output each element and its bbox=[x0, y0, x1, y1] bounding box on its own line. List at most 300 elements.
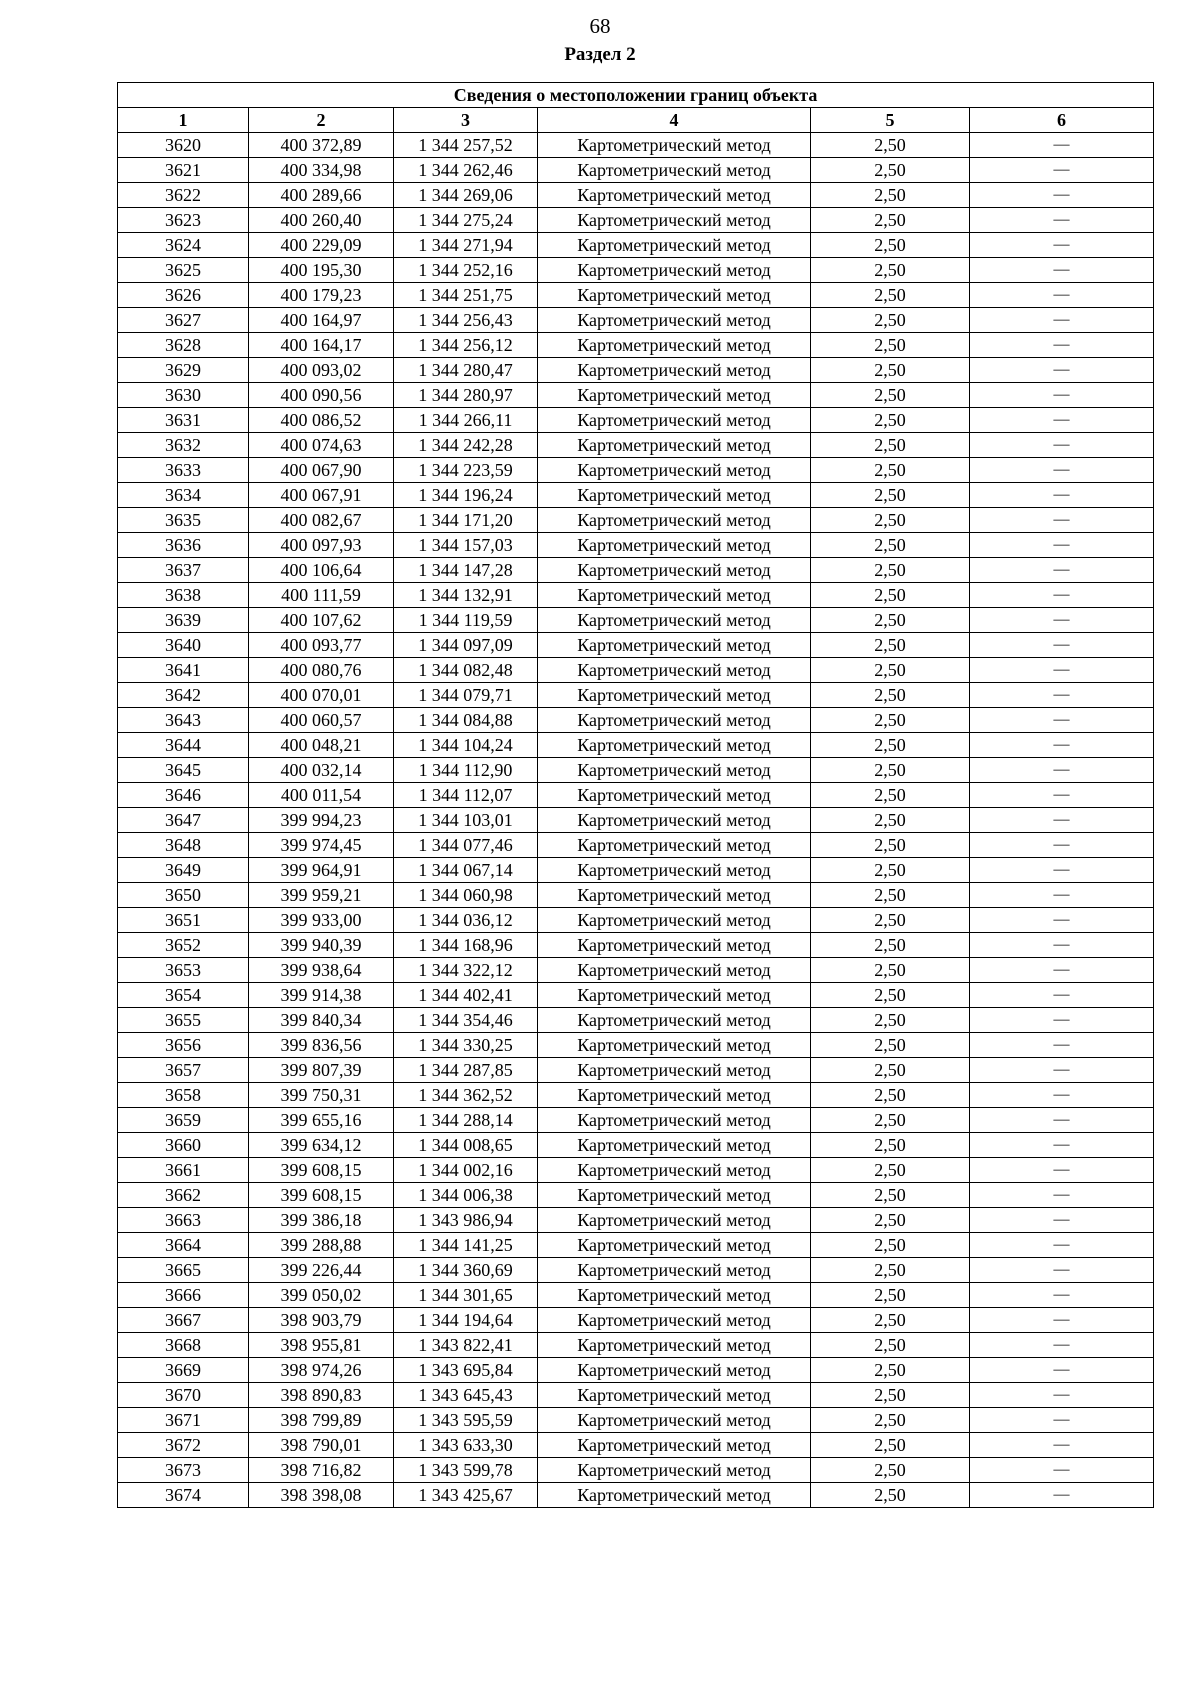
table-cell: — bbox=[970, 233, 1154, 258]
table-cell: 2,50 bbox=[811, 433, 970, 458]
page-number: 68 bbox=[589, 14, 611, 38]
table-cell: 1 344 301,65 bbox=[394, 1283, 538, 1308]
table-cell: Картометрический метод bbox=[538, 933, 811, 958]
table-row bbox=[118, 1308, 1154, 1333]
table-cell: 1 344 147,28 bbox=[394, 558, 538, 583]
table-cell: 1 344 269,06 bbox=[394, 183, 538, 208]
table-row bbox=[118, 1208, 1154, 1233]
table-cell: 1 344 288,14 bbox=[394, 1108, 538, 1133]
table-cell: 2,50 bbox=[811, 858, 970, 883]
table-cell: 3624 bbox=[118, 233, 249, 258]
column-header: 6 bbox=[970, 108, 1154, 133]
table-cell: 400 067,91 bbox=[249, 483, 394, 508]
table-cell: — bbox=[970, 533, 1154, 558]
table-cell: 2,50 bbox=[811, 358, 970, 383]
table-cell: Картометрический метод bbox=[538, 908, 811, 933]
table-row bbox=[118, 1158, 1154, 1183]
table-cell: — bbox=[970, 658, 1154, 683]
table-cell: 1 344 330,25 bbox=[394, 1033, 538, 1058]
table-cell: — bbox=[970, 1108, 1154, 1133]
table-row bbox=[118, 983, 1154, 1008]
table-cell: Картометрический метод bbox=[538, 408, 811, 433]
table-row bbox=[118, 383, 1154, 408]
table-row bbox=[118, 183, 1154, 208]
table-cell: — bbox=[970, 458, 1154, 483]
table-cell: 400 011,54 bbox=[249, 783, 394, 808]
table-cell: — bbox=[970, 1183, 1154, 1208]
table-cell: 3664 bbox=[118, 1233, 249, 1258]
table-cell: — bbox=[970, 158, 1154, 183]
table-cell: 3666 bbox=[118, 1283, 249, 1308]
table-cell: 400 060,57 bbox=[249, 708, 394, 733]
table-cell: 399 608,15 bbox=[249, 1183, 394, 1208]
table-cell: — bbox=[970, 933, 1154, 958]
table-cell: 2,50 bbox=[811, 308, 970, 333]
table-cell: 1 344 077,46 bbox=[394, 833, 538, 858]
table-cell: Картометрический метод bbox=[538, 1083, 811, 1108]
table-caption: Сведения о местоположении границ объекта bbox=[118, 83, 1154, 108]
table-cell: 2,50 bbox=[811, 1158, 970, 1183]
table-cell: — bbox=[970, 1483, 1154, 1508]
table-cell: 2,50 bbox=[811, 658, 970, 683]
table-row bbox=[118, 1133, 1154, 1158]
table-cell: 3670 bbox=[118, 1383, 249, 1408]
table-row bbox=[118, 1233, 1154, 1258]
table-cell: 1 344 067,14 bbox=[394, 858, 538, 883]
table-cell: 1 344 103,01 bbox=[394, 808, 538, 833]
table-cell: 1 344 287,85 bbox=[394, 1058, 538, 1083]
table-row bbox=[118, 933, 1154, 958]
table-cell: 2,50 bbox=[811, 583, 970, 608]
table-cell: 1 343 595,59 bbox=[394, 1408, 538, 1433]
table-cell: 400 070,01 bbox=[249, 683, 394, 708]
table-row bbox=[118, 833, 1154, 858]
table-cell: Картометрический метод bbox=[538, 483, 811, 508]
table-cell: 400 082,67 bbox=[249, 508, 394, 533]
column-header: 2 bbox=[249, 108, 394, 133]
table-row bbox=[118, 1283, 1154, 1308]
table-cell: 3627 bbox=[118, 308, 249, 333]
table-cell: 3651 bbox=[118, 908, 249, 933]
table-cell: 400 106,64 bbox=[249, 558, 394, 583]
table-cell: 400 107,62 bbox=[249, 608, 394, 633]
table-cell: 400 164,97 bbox=[249, 308, 394, 333]
table-cell: 2,50 bbox=[811, 933, 970, 958]
table-cell: Картометрический метод bbox=[538, 1233, 811, 1258]
table-cell: Картометрический метод bbox=[538, 583, 811, 608]
table-cell: 1 344 402,41 bbox=[394, 983, 538, 1008]
table-cell: — bbox=[970, 1233, 1154, 1258]
table-cell: — bbox=[970, 483, 1154, 508]
table-cell: Картометрический метод bbox=[538, 808, 811, 833]
table-cell: 1 344 194,64 bbox=[394, 1308, 538, 1333]
table-cell: 2,50 bbox=[811, 1058, 970, 1083]
table-cell: Картометрический метод bbox=[538, 1283, 811, 1308]
table-cell: 3650 bbox=[118, 883, 249, 908]
table-cell: 2,50 bbox=[811, 1208, 970, 1233]
table-cell: — bbox=[970, 908, 1154, 933]
table-cell: 1 343 425,67 bbox=[394, 1483, 538, 1508]
table-cell: 1 343 695,84 bbox=[394, 1358, 538, 1383]
table-cell: 400 080,76 bbox=[249, 658, 394, 683]
table-cell: Картометрический метод bbox=[538, 733, 811, 758]
table-cell: 1 344 079,71 bbox=[394, 683, 538, 708]
table-cell: 2,50 bbox=[811, 1183, 970, 1208]
table-cell: 1 344 168,96 bbox=[394, 933, 538, 958]
table-cell: 400 090,56 bbox=[249, 383, 394, 408]
table-cell: 3626 bbox=[118, 283, 249, 308]
table-cell: Картометрический метод bbox=[538, 758, 811, 783]
table-cell: 1 344 002,16 bbox=[394, 1158, 538, 1183]
table-cell: 1 344 354,46 bbox=[394, 1008, 538, 1033]
table-cell: 3662 bbox=[118, 1183, 249, 1208]
table-cell: — bbox=[970, 1058, 1154, 1083]
table-cell: 1 344 171,20 bbox=[394, 508, 538, 533]
table-cell: 2,50 bbox=[811, 783, 970, 808]
table-cell: 3649 bbox=[118, 858, 249, 883]
column-header: 1 bbox=[118, 108, 249, 133]
column-header: 4 bbox=[538, 108, 811, 133]
table-cell: Картометрический метод bbox=[538, 133, 811, 158]
table-cell: 2,50 bbox=[811, 1233, 970, 1258]
table-row bbox=[118, 908, 1154, 933]
table-row bbox=[118, 158, 1154, 183]
table-cell: Картометрический метод bbox=[538, 1258, 811, 1283]
table-cell: 1 344 223,59 bbox=[394, 458, 538, 483]
table-cell: Картометрический метод bbox=[538, 458, 811, 483]
table-cell: 2,50 bbox=[811, 983, 970, 1008]
table-cell: 3644 bbox=[118, 733, 249, 758]
table-cell: 399 226,44 bbox=[249, 1258, 394, 1283]
table-cell: 2,50 bbox=[811, 1283, 970, 1308]
table-row bbox=[118, 133, 1154, 158]
table-cell: 3641 bbox=[118, 658, 249, 683]
table-cell: 3648 bbox=[118, 833, 249, 858]
table-cell: 400 097,93 bbox=[249, 533, 394, 558]
table-cell: 400 289,66 bbox=[249, 183, 394, 208]
table-cell: — bbox=[970, 983, 1154, 1008]
table-cell: — bbox=[970, 1133, 1154, 1158]
table-cell: 1 344 257,52 bbox=[394, 133, 538, 158]
table-cell: 1 344 266,11 bbox=[394, 408, 538, 433]
table-cell: 3668 bbox=[118, 1333, 249, 1358]
table-cell: Картометрический метод bbox=[538, 233, 811, 258]
table-cell: — bbox=[970, 508, 1154, 533]
table-row bbox=[118, 1108, 1154, 1133]
table-cell: 3637 bbox=[118, 558, 249, 583]
table-cell: 399 807,39 bbox=[249, 1058, 394, 1083]
table-cell: 2,50 bbox=[811, 1258, 970, 1283]
table-cell: Картометрический метод bbox=[538, 258, 811, 283]
table-cell: 1 344 006,38 bbox=[394, 1183, 538, 1208]
table-cell: — bbox=[970, 833, 1154, 858]
table-cell: 2,50 bbox=[811, 608, 970, 633]
table-cell: 399 914,38 bbox=[249, 983, 394, 1008]
table-cell: 2,50 bbox=[811, 1458, 970, 1483]
table-cell: Картометрический метод bbox=[538, 433, 811, 458]
table-cell: 400 093,02 bbox=[249, 358, 394, 383]
table-cell: 399 994,23 bbox=[249, 808, 394, 833]
table-cell: 1 344 322,12 bbox=[394, 958, 538, 983]
table-cell: — bbox=[970, 333, 1154, 358]
table-cell: 400 048,21 bbox=[249, 733, 394, 758]
table-cell: 3646 bbox=[118, 783, 249, 808]
table-cell: 400 260,40 bbox=[249, 208, 394, 233]
table-cell: Картометрический метод bbox=[538, 1458, 811, 1483]
table-cell: 3647 bbox=[118, 808, 249, 833]
table-cell: 1 344 262,46 bbox=[394, 158, 538, 183]
table-cell: 2,50 bbox=[811, 883, 970, 908]
table-row bbox=[118, 208, 1154, 233]
table-cell: 2,50 bbox=[811, 158, 970, 183]
table-cell: 398 790,01 bbox=[249, 1433, 394, 1458]
table-cell: — bbox=[970, 733, 1154, 758]
table-cell: 2,50 bbox=[811, 508, 970, 533]
table-cell: 1 344 157,03 bbox=[394, 533, 538, 558]
table-cell: — bbox=[970, 133, 1154, 158]
table-cell: 398 398,08 bbox=[249, 1483, 394, 1508]
table-cell: Картометрический метод bbox=[538, 1333, 811, 1358]
table-cell: 3630 bbox=[118, 383, 249, 408]
table-row bbox=[118, 1433, 1154, 1458]
table-cell: 399 933,00 bbox=[249, 908, 394, 933]
table-cell: 399 386,18 bbox=[249, 1208, 394, 1233]
table-cell: 2,50 bbox=[811, 908, 970, 933]
table-cell: — bbox=[970, 958, 1154, 983]
table-cell: Картометрический метод bbox=[538, 833, 811, 858]
table-cell: 3628 bbox=[118, 333, 249, 358]
table-row bbox=[118, 1408, 1154, 1433]
table-cell: — bbox=[970, 808, 1154, 833]
table-cell: — bbox=[970, 1033, 1154, 1058]
table-cell: — bbox=[970, 308, 1154, 333]
table-cell: — bbox=[970, 258, 1154, 283]
table-cell: Картометрический метод bbox=[538, 183, 811, 208]
table-cell: 1 344 082,48 bbox=[394, 658, 538, 683]
table-cell: — bbox=[970, 608, 1154, 633]
table-cell: 400 067,90 bbox=[249, 458, 394, 483]
table-cell: 3671 bbox=[118, 1408, 249, 1433]
table-cell: 3621 bbox=[118, 158, 249, 183]
table-row bbox=[118, 358, 1154, 383]
table-cell: — bbox=[970, 383, 1154, 408]
table-cell: — bbox=[970, 183, 1154, 208]
table-cell: 3643 bbox=[118, 708, 249, 733]
table-row bbox=[118, 1058, 1154, 1083]
table-cell: — bbox=[970, 433, 1154, 458]
table-cell: 3661 bbox=[118, 1158, 249, 1183]
table-cell: 3672 bbox=[118, 1433, 249, 1458]
table-cell: Картометрический метод bbox=[538, 333, 811, 358]
table-cell: 3653 bbox=[118, 958, 249, 983]
table-cell: 2,50 bbox=[811, 1433, 970, 1458]
table-cell: Картометрический метод bbox=[538, 608, 811, 633]
table-row bbox=[118, 233, 1154, 258]
table-cell: — bbox=[970, 1208, 1154, 1233]
table-cell: 1 344 242,28 bbox=[394, 433, 538, 458]
column-header: 3 bbox=[394, 108, 538, 133]
table-cell: 399 634,12 bbox=[249, 1133, 394, 1158]
table-cell: — bbox=[970, 633, 1154, 658]
table-cell: 2,50 bbox=[811, 183, 970, 208]
table-cell: 399 836,56 bbox=[249, 1033, 394, 1058]
table-cell: 1 344 256,43 bbox=[394, 308, 538, 333]
table-cell: 2,50 bbox=[811, 1083, 970, 1108]
table-header-row bbox=[118, 108, 1154, 133]
table-cell: 2,50 bbox=[811, 1033, 970, 1058]
table-cell: Картометрический метод bbox=[538, 1208, 811, 1233]
table-cell: 2,50 bbox=[811, 708, 970, 733]
table-cell: Картометрический метод bbox=[538, 383, 811, 408]
table-cell: 2,50 bbox=[811, 1308, 970, 1333]
table-cell: 3673 bbox=[118, 1458, 249, 1483]
table-cell: 398 974,26 bbox=[249, 1358, 394, 1383]
table-cell: 3660 bbox=[118, 1133, 249, 1158]
table-cell: 399 050,02 bbox=[249, 1283, 394, 1308]
table-cell: — bbox=[970, 408, 1154, 433]
table-cell: — bbox=[970, 208, 1154, 233]
table-cell: — bbox=[970, 1433, 1154, 1458]
table-cell: — bbox=[970, 883, 1154, 908]
table-cell: 399 288,88 bbox=[249, 1233, 394, 1258]
table-cell: Картометрический метод bbox=[538, 533, 811, 558]
table-cell: Картометрический метод bbox=[538, 1008, 811, 1033]
table-cell: 3645 bbox=[118, 758, 249, 783]
table-row bbox=[118, 733, 1154, 758]
table-row bbox=[118, 1258, 1154, 1283]
table-cell: 2,50 bbox=[811, 733, 970, 758]
table-cell: 3625 bbox=[118, 258, 249, 283]
table-cell: 2,50 bbox=[811, 1133, 970, 1158]
table-cell: 3640 bbox=[118, 633, 249, 658]
table-cell: 1 344 132,91 bbox=[394, 583, 538, 608]
table-cell: 3638 bbox=[118, 583, 249, 608]
table-cell: Картометрический метод bbox=[538, 508, 811, 533]
table-row bbox=[118, 458, 1154, 483]
table-cell: 2,50 bbox=[811, 808, 970, 833]
table-cell: 1 343 645,43 bbox=[394, 1383, 538, 1408]
table-cell: 398 799,89 bbox=[249, 1408, 394, 1433]
table-cell: 1 344 252,16 bbox=[394, 258, 538, 283]
table-cell: 3667 bbox=[118, 1308, 249, 1333]
table-cell: 2,50 bbox=[811, 833, 970, 858]
table-cell: 400 372,89 bbox=[249, 133, 394, 158]
table-cell: Картометрический метод bbox=[538, 1133, 811, 1158]
table-cell: 1 344 271,94 bbox=[394, 233, 538, 258]
table-cell: 3665 bbox=[118, 1258, 249, 1283]
table-cell: 2,50 bbox=[811, 408, 970, 433]
section-title: Раздел 2 bbox=[564, 44, 636, 65]
table-cell: Картометрический метод bbox=[538, 958, 811, 983]
table-cell: Картометрический метод bbox=[538, 358, 811, 383]
table-row bbox=[118, 708, 1154, 733]
table-cell: 3622 bbox=[118, 183, 249, 208]
table-cell: Картометрический метод bbox=[538, 1308, 811, 1333]
table-cell: 400 086,52 bbox=[249, 408, 394, 433]
table-cell: — bbox=[970, 683, 1154, 708]
table-row bbox=[118, 283, 1154, 308]
boundary-table bbox=[117, 82, 1154, 1508]
table-row bbox=[118, 1483, 1154, 1508]
table-cell: 400 179,23 bbox=[249, 283, 394, 308]
table-cell: 400 074,63 bbox=[249, 433, 394, 458]
table-cell: 2,50 bbox=[811, 633, 970, 658]
table-cell: 3655 bbox=[118, 1008, 249, 1033]
table-caption-row bbox=[118, 83, 1154, 108]
table-cell: 3631 bbox=[118, 408, 249, 433]
table-cell: 1 344 036,12 bbox=[394, 908, 538, 933]
table-cell: 399 974,45 bbox=[249, 833, 394, 858]
table-cell: — bbox=[970, 1358, 1154, 1383]
table-cell: Картометрический метод bbox=[538, 708, 811, 733]
table-row bbox=[118, 258, 1154, 283]
table-cell: Картометрический метод bbox=[538, 633, 811, 658]
table-cell: 1 344 008,65 bbox=[394, 1133, 538, 1158]
table-cell: 398 903,79 bbox=[249, 1308, 394, 1333]
table-cell: 3669 bbox=[118, 1358, 249, 1383]
table-row bbox=[118, 508, 1154, 533]
table-cell: Картометрический метод bbox=[538, 983, 811, 1008]
table-cell: 2,50 bbox=[811, 1008, 970, 1033]
table-row bbox=[118, 608, 1154, 633]
table-cell: 400 195,30 bbox=[249, 258, 394, 283]
table-cell: 2,50 bbox=[811, 383, 970, 408]
table-cell: 2,50 bbox=[811, 333, 970, 358]
table-cell: 3663 bbox=[118, 1208, 249, 1233]
table-cell: 2,50 bbox=[811, 133, 970, 158]
table-cell: — bbox=[970, 1083, 1154, 1108]
table-row bbox=[118, 408, 1154, 433]
table-cell: 398 890,83 bbox=[249, 1383, 394, 1408]
table-cell: 3632 bbox=[118, 433, 249, 458]
table-cell: Картометрический метод bbox=[538, 858, 811, 883]
table-cell: 3674 bbox=[118, 1483, 249, 1508]
table-cell: Картометрический метод bbox=[538, 1433, 811, 1458]
table-cell: 3633 bbox=[118, 458, 249, 483]
table-cell: 2,50 bbox=[811, 1358, 970, 1383]
table-cell: — bbox=[970, 1458, 1154, 1483]
table-cell: Картометрический метод bbox=[538, 558, 811, 583]
table-cell: 1 343 986,94 bbox=[394, 1208, 538, 1233]
table-cell: — bbox=[970, 758, 1154, 783]
table-cell: 3654 bbox=[118, 983, 249, 1008]
table-cell: Картометрический метод bbox=[538, 1483, 811, 1508]
table-cell: 2,50 bbox=[811, 1483, 970, 1508]
table-cell: 2,50 bbox=[811, 1333, 970, 1358]
table-row bbox=[118, 633, 1154, 658]
table-cell: 3620 bbox=[118, 133, 249, 158]
table-cell: 1 344 362,52 bbox=[394, 1083, 538, 1108]
table-cell: — bbox=[970, 1408, 1154, 1433]
table-cell: — bbox=[970, 1333, 1154, 1358]
table-row bbox=[118, 883, 1154, 908]
table-cell: — bbox=[970, 1258, 1154, 1283]
table-cell: 399 608,15 bbox=[249, 1158, 394, 1183]
column-header: 5 bbox=[811, 108, 970, 133]
table-cell: 398 716,82 bbox=[249, 1458, 394, 1483]
table-cell: 2,50 bbox=[811, 1408, 970, 1433]
table-cell: 1 344 360,69 bbox=[394, 1258, 538, 1283]
table-cell: 399 655,16 bbox=[249, 1108, 394, 1133]
table-cell: 1 344 196,24 bbox=[394, 483, 538, 508]
table-row bbox=[118, 1033, 1154, 1058]
table-row bbox=[118, 483, 1154, 508]
table-cell: 1 344 112,07 bbox=[394, 783, 538, 808]
table-cell: — bbox=[970, 1008, 1154, 1033]
table-cell: 2,50 bbox=[811, 683, 970, 708]
table-cell: 2,50 bbox=[811, 958, 970, 983]
table-row bbox=[118, 1333, 1154, 1358]
